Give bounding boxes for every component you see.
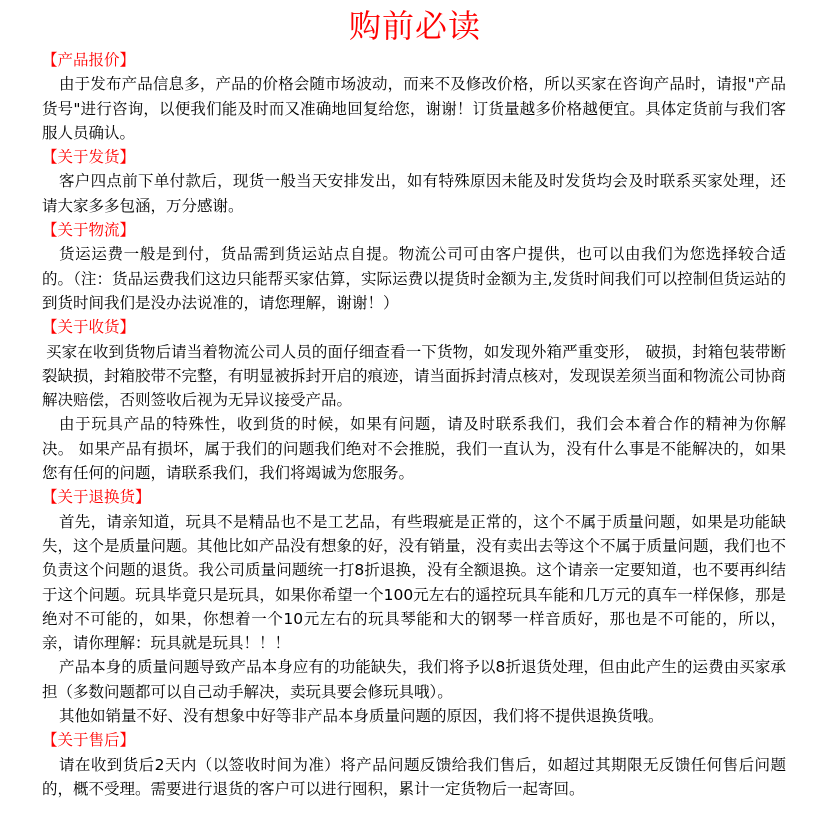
section-paragraph: 货运运费一般是到付，货品需到货运站点自提。物流公司可由客户提供，也可以由我们为您选择较合适的。（注：货品运费我们这边只能帮买家估算，实际运费以提货时金额为主,发货时间我们可以控制但货运站的到货时间我们是没办法说准的，请您理解，谢谢！） xyxy=(42,245,786,312)
section-returns xyxy=(42,485,786,728)
section-logistics xyxy=(42,218,786,315)
section-paragraph: 买家在收到货物后请当着物流公司人员的面仔细查看一下货物，如发现外箱严重变形， 破损，封箱包装带断裂缺损，封箱胶带不完整，有明显被拆封开启的痕迹，请当面拆封清点核对，发现误差须当面和物流公司协商解决赔偿，否则签收后视为无异议接受产品。 xyxy=(42,342,787,410)
section-heading: 【关于售后】 xyxy=(42,731,136,750)
section-paragraph: 其他如销量不好、没有想象中好等非产品本身质量问题的原因，我们将不提供退换货哦。 xyxy=(59,707,664,726)
section-pricing xyxy=(42,48,786,145)
section-paragraph: 由于发布产品信息多，产品的价格会随市场波动，而来不及修改价格，所以买家在咨询产品时，请报"产品货号"进行咨询，以便我们能及时而又准确地回复给您，谢谢！订货量越多价格越便宜。具体定货前与我们客服人员确认。 xyxy=(42,75,786,142)
notice-content xyxy=(42,48,786,801)
section-shipping xyxy=(42,145,786,218)
section-heading: 【产品报价】 xyxy=(42,51,136,69)
section-heading: 【关于物流】 xyxy=(42,221,136,240)
section-after-sales xyxy=(42,728,786,801)
section-paragraph: 请在收到货后2天内（以签收时间为准）将产品问题反馈给我们售后，如超过其期限无反馈任何售后问题的，概不受理。需要进行退货的客户可以进行囤积，累计一定货物后一起寄回。 xyxy=(42,755,786,798)
page-title: 购前必读 xyxy=(348,7,481,45)
section-receiving xyxy=(42,315,786,485)
section-paragraph: 客户四点前下单付款后，现货一般当天安排发出，如有特殊原因未能及时发货均会及时联系买家处理，还请大家多多包涵，万分感谢。 xyxy=(42,172,786,215)
section-heading: 【关于退换货】 xyxy=(42,488,151,507)
section-heading: 【关于发货】 xyxy=(42,148,136,167)
section-paragraph: 由于玩具产品的特殊性，收到货的时候，如果有问题，请及时联系我们，我们会本着合作的精神为你解决。 如果产品有损坏，属于我们的问题我们绝对不会推脱，我们一直认为，没有什么事是不能解决的，如果您有任何的问题，请联系我们，我们将竭诚为您服务。 xyxy=(42,415,786,483)
section-paragraph: 首先，请亲知道，玩具不是精品也不是工艺品，有些瑕疵是正常的，这个不属于质量问题，如果是功能缺失，这个是质量问题。其他比如产品没有想象的好，没有销量，没有卖出去等这个不属于质量问题，我们也不负责这个问题的退货。我公司质量问题统一打8折退换，没有全额退换。这个请亲一定要知道，也不要再纠结于这个问题。玩具毕竟只是玩具，如果你希望一个100元左右的遥控玩具车能和几万元的真车一样保修，那是绝对不可能的，如果，你想着一个10元左右的玩具琴能和大的钢琴一样音质好，那也是不可能的，所以，亲，请你理解：玩具就是玩具！！！ xyxy=(42,512,787,653)
section-paragraph: 产品本身的质量问题导致产品本身应有的功能缺失，我们将予以8折退货处理，但由此产生的运费由买家承担（多数问题都可以自己动手解决，卖玩具要会修玩具哦）。 xyxy=(42,658,786,701)
section-heading: 【关于收货】 xyxy=(42,318,136,337)
